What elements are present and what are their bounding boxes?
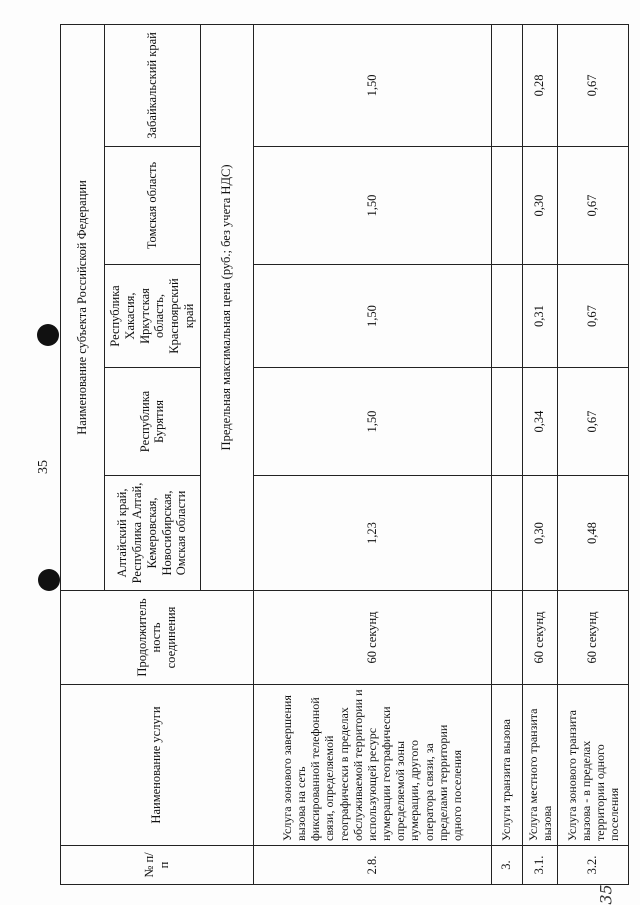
row-price: 1,23: [253, 476, 491, 591]
row-price: 1,50: [253, 147, 491, 265]
region-header-3: Республика Хакасия, Иркутская область, Красноярский край: [105, 265, 201, 368]
row-service: Услуги транзита вызова: [491, 685, 522, 846]
handwritten-page-number: 35: [596, 884, 616, 905]
region-header-1: Алтайский край, Республика Алтай, Кемеровская, Новосибирская, Омская области: [105, 476, 201, 591]
table-row: [557, 24, 628, 884]
tariff-table-rotated: [60, 25, 625, 885]
row-price: [491, 368, 522, 476]
row-num: 3.2.: [557, 846, 628, 885]
row-price: 1,50: [253, 368, 491, 476]
row-price: 0,48: [557, 476, 628, 591]
header-subject: Наименование субъекта Российской Федерации: [61, 24, 105, 590]
row-price: [491, 24, 522, 146]
header-price: Предельная максимальная цена (руб.; без учета НДС): [200, 24, 253, 590]
row-price: [491, 265, 522, 368]
binder-hole-bottom: [38, 569, 60, 591]
row-price: 0,31: [522, 265, 557, 368]
row-price: 0,67: [557, 147, 628, 265]
row-service: Услуга зонового транзита вызова - в пределах территории одного поселения: [557, 685, 628, 846]
row-price: 0,34: [522, 368, 557, 476]
row-price: 0,67: [557, 24, 628, 146]
binder-hole-top: [37, 324, 59, 346]
row-price: 1,50: [253, 265, 491, 368]
region-header-4: Томская область: [105, 147, 201, 265]
row-price: 0,28: [522, 24, 557, 146]
row-num: 3.1.: [522, 846, 557, 885]
row-duration: 60 секунд: [557, 591, 628, 685]
row-service: Услуга зонового завершения вызова на сеть фиксированной телефонной связи, определяемой географически в пределах обслуживаемой территории и использующей ресурс нумерации географически определяемой зоны нумерации, другого оператора связи, за пределами территории одного поселения: [253, 685, 491, 846]
row-duration: 60 секунд: [253, 591, 491, 685]
row-price: [491, 147, 522, 265]
row-num: 3.: [491, 846, 522, 885]
region-header-2: Республика Бурятия: [105, 368, 201, 476]
tariff-table: [60, 24, 629, 885]
table-row: [491, 24, 522, 884]
table-row: [522, 24, 557, 884]
region-header-5: Забайкальский край: [105, 24, 201, 146]
row-service: Услуга местного транзита вызова: [522, 685, 557, 846]
page-number: 35: [36, 460, 51, 474]
header-duration: Продолжитель ность соединения: [61, 591, 254, 685]
header-num: № п/п: [61, 846, 254, 885]
row-price: 0,30: [522, 147, 557, 265]
row-price: 0,67: [557, 368, 628, 476]
header-service: Наименование услуги: [61, 685, 254, 846]
row-price: [491, 476, 522, 591]
row-duration: [491, 591, 522, 685]
table-row: [253, 24, 491, 884]
row-num: 2.8.: [253, 846, 491, 885]
row-duration: 60 секунд: [522, 591, 557, 685]
row-price: 0,30: [522, 476, 557, 591]
row-price: 0,67: [557, 265, 628, 368]
row-price: 1,50: [253, 24, 491, 146]
